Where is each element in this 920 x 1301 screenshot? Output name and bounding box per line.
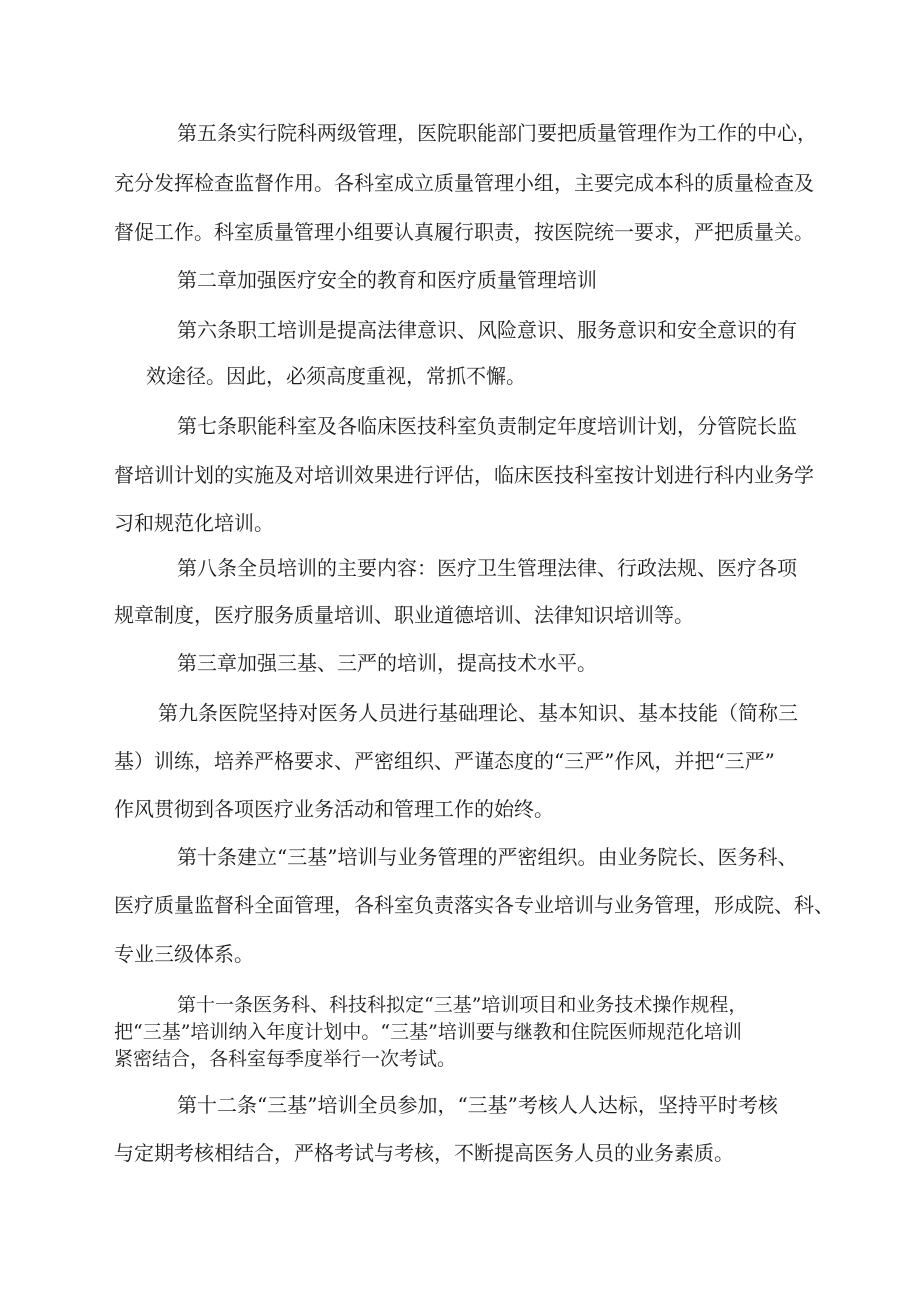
text-line: 作风贯彻到各项医疗业务活动和管理工作的始终。 (114, 797, 554, 821)
text-line: 充分发挥检查监督作用。各科室成立质量管理小组，主要完成本科的质量检查及 (114, 171, 814, 195)
text-line: 第五条实行院科两级管理，医院职能部门要把质量管理作为工作的中心， (177, 121, 817, 145)
text-line: 基）训练，培养严格要求、严密组织、严谨态度的“三严”作风，并把“三严” (114, 749, 775, 773)
text-line: 第十一条医务科、科技科拟定“三基”培训项目和业务技术操作规程， (177, 994, 748, 1016)
text-line: 医疗质量监督科全面管理，各科室负责落实各专业培训与业务管理，形成院、科、 (114, 893, 834, 917)
text-line: 第六条职工培训是提高法律意识、风险意识、服务意识和安全意识的有 (177, 318, 797, 342)
chapter-heading: 第三章加强三基、三严的培训，提高技术水平。 (177, 651, 597, 675)
text-line: 督促工作。科室质量管理小组要认真履行职责，按医院统一要求，严把质量关。 (114, 220, 814, 244)
text-line: 第九条医院坚持对医务人员进行基础理论、基本知识、基本技能（简称三 (158, 701, 798, 725)
text-line: 第十二条“三基”培训全员参加，“三基”考核人人达标，坚持平时考核 (177, 1093, 778, 1117)
text-line: 规章制度，医疗服务质量培训、职业道德培训、法律知识培训等。 (114, 603, 694, 627)
chapter-heading: 第二章加强医疗安全的教育和医疗质量管理培训 (177, 268, 597, 292)
text-line: 效途径。因此，必须高度重视，常抓不懈。 (146, 364, 526, 388)
text-line: 习和规范化培训。 (114, 511, 274, 535)
text-line: 督培训计划的实施及对培训效果进行评估，临床医技科室按计划进行科内业务学 (114, 463, 814, 487)
text-line: 第七条职能科室及各临床医技科室负责制定年度培训计划，分管院长监 (177, 414, 797, 438)
text-line: 紧密结合，各科室每季度举行一次考试。 (114, 1048, 457, 1070)
text-line: 第十条建立“三基”培训与业务管理的严密组织。由业务院长、医务科、 (177, 845, 798, 869)
text-line: 第八条全员培训的主要内容：医疗卫生管理法律、行政法规、医疗各项 (177, 556, 797, 580)
text-line: 把“三基”培训纳入年度计划中。“三基”培训要与继教和住院医师规范化培训 (114, 1021, 742, 1043)
text-line: 与定期考核相结合，严格考试与考核，不断提高医务人员的业务素质。 (114, 1141, 734, 1165)
text-line: 专业三级体系。 (114, 942, 254, 966)
